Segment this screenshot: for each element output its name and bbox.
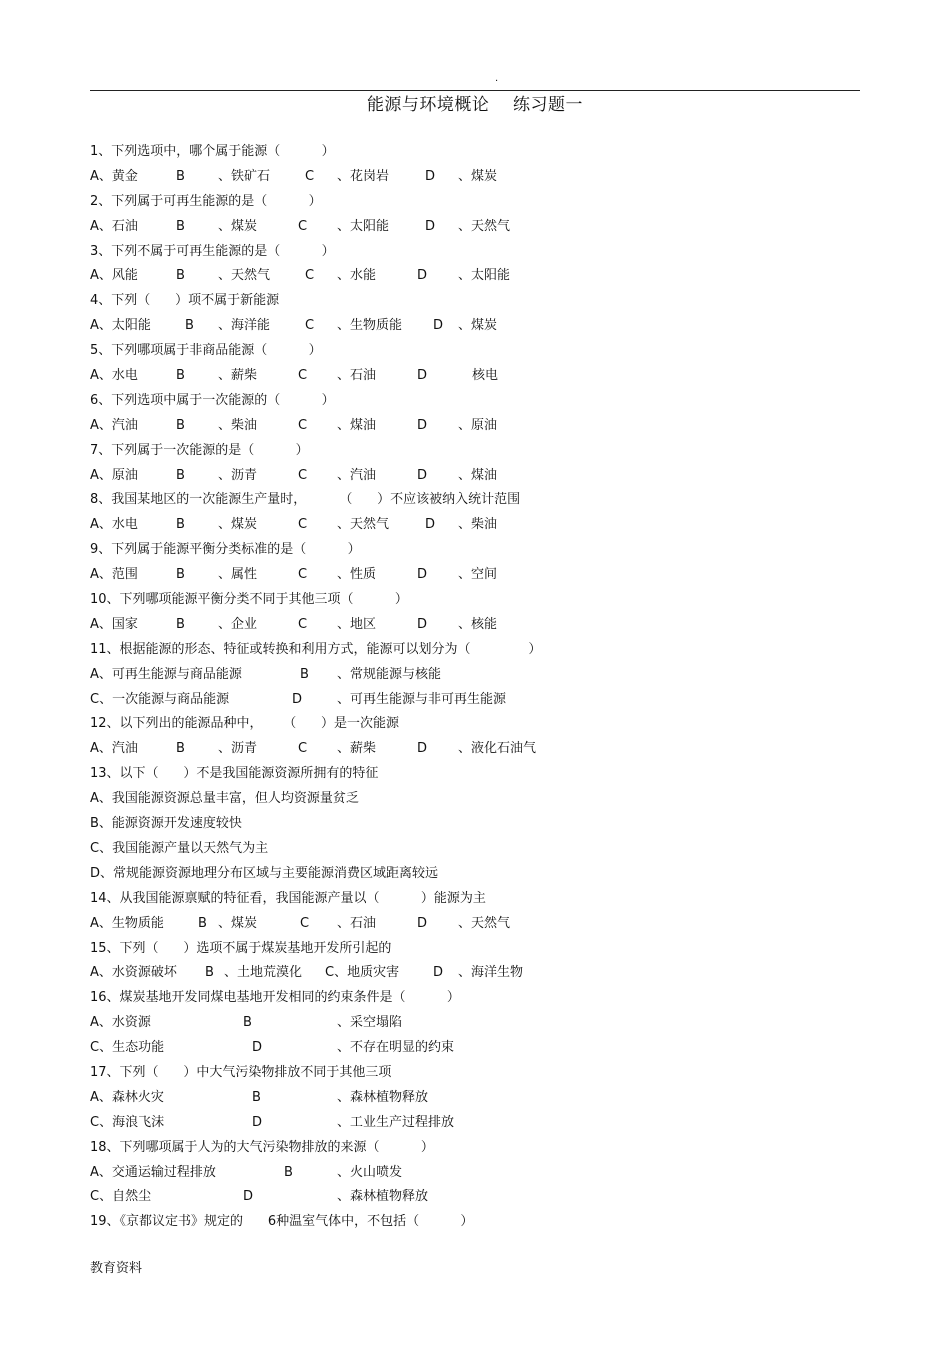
option-text: D [417, 616, 428, 632]
option-text: 、煤炭 [458, 318, 498, 334]
option-text: 、森林植物释放 [337, 1089, 429, 1105]
question-text: 4、下列（ ）项不属于新能源 [90, 293, 280, 309]
options-line [90, 264, 870, 289]
option-text: A、汽油 [90, 417, 138, 433]
question-line [90, 339, 870, 364]
option-text: C [298, 616, 308, 632]
option-text: B [176, 616, 185, 632]
question-text: 17、下列（ ）中大气污染物排放不同于其他三项 [90, 1064, 392, 1080]
question-text: 13、以下（ ）不是我国能源资源所拥有的特征 [90, 766, 379, 782]
option-text: C [298, 218, 308, 234]
question-text: 6、下列选项中属于一次能源的（ ） [90, 392, 335, 408]
option-text: B [176, 417, 185, 433]
option-text: 、天然气 [337, 517, 390, 533]
question-line [90, 712, 870, 737]
question-line [90, 488, 870, 513]
option-text: B [185, 318, 194, 334]
options-line [90, 1161, 870, 1186]
option-text: 、企业 [218, 616, 258, 632]
option-text: C [298, 517, 308, 533]
option-text: 、煤炭 [458, 168, 498, 184]
option-text: 、原油 [458, 417, 498, 433]
options-line [90, 1011, 870, 1036]
option-text: C [305, 268, 315, 284]
option-text: 、铁矿石 [218, 168, 271, 184]
option-text: 、采空塌陷 [337, 1015, 403, 1031]
option-text: C、我国能源产量以天然气为主 [90, 840, 269, 856]
question-text: 5、下列哪项属于非商品能源（ ） [90, 343, 322, 359]
option-text: D [425, 218, 436, 234]
option-text: 、天然气 [458, 218, 511, 234]
option-text: 、煤油 [458, 467, 498, 483]
question-line [90, 289, 870, 314]
options-line [90, 613, 870, 638]
option-text: A、风能 [90, 268, 138, 284]
option-text: 、薪柴 [218, 368, 258, 384]
option-text: A、森林火灾 [90, 1089, 164, 1105]
question-text: 8、我国某地区的一次能源生产量时， （ ）不应该被纳入统计范围 [90, 492, 521, 508]
option-text: A、可再生能源与商品能源 [90, 666, 242, 682]
option-text: 、属性 [218, 567, 258, 583]
option-text: 、液化石油气 [458, 741, 537, 757]
option-text: C [298, 368, 308, 384]
option-text: D [425, 168, 436, 184]
option-text: 、常规能源与核能 [337, 666, 442, 682]
options-line [90, 1086, 870, 1111]
option-text: B [176, 567, 185, 583]
options-line [90, 464, 870, 489]
option-text: B [243, 1015, 252, 1031]
option-text: 、海洋能 [218, 318, 271, 334]
question-text: 16、煤炭基地开发同煤电基地开发相同的约束条件是（ ） [90, 990, 460, 1006]
option-text: 、花岗岩 [337, 168, 390, 184]
option-text: A、汽油 [90, 741, 138, 757]
options-line [90, 513, 870, 538]
options-line [90, 165, 870, 190]
option-text: 、柴油 [458, 517, 498, 533]
option-text: D [417, 467, 428, 483]
option-text: 、煤油 [337, 417, 377, 433]
option-text: 、汽油 [337, 467, 377, 483]
option-text: C、地质灾害 [325, 965, 400, 981]
option-text: 、柴油 [218, 417, 258, 433]
option-text: A、我国能源资源总量丰富，但人均资源量贫乏 [90, 791, 359, 807]
option-text: B [176, 467, 185, 483]
option-text: C、海浪飞沫 [90, 1114, 165, 1130]
option-text: 、性质 [337, 567, 377, 583]
option-text: 、工业生产过程排放 [337, 1114, 455, 1130]
option-text: A、石油 [90, 218, 138, 234]
option-text: 、海洋生物 [458, 965, 524, 981]
options-line [90, 414, 870, 439]
question-line [90, 1136, 870, 1161]
option-text: D [252, 1114, 263, 1130]
option-text: 、石油 [337, 915, 377, 931]
option-text: 、水能 [337, 268, 377, 284]
option-text: 、可再生能源与非可再生能源 [337, 691, 507, 707]
options-line [90, 812, 870, 837]
option-text: C [300, 915, 310, 931]
option-text: D [417, 567, 428, 583]
option-text: B [176, 368, 185, 384]
option-text: A、范围 [90, 567, 138, 583]
page-title: 能源与环境概论 练习题一 [366, 95, 584, 115]
question-text: 1、下列选项中，哪个属于能源（ ） [90, 144, 335, 159]
option-text: 、地区 [337, 616, 377, 632]
question-line [90, 538, 870, 563]
option-text: 、核能 [458, 616, 498, 632]
question-line [90, 1210, 870, 1235]
option-text: 、土地荒漠化 [224, 965, 303, 981]
options-line [90, 737, 870, 762]
option-text: 、沥青 [218, 741, 258, 757]
option-text: B [176, 517, 185, 533]
option-text: A、原油 [90, 467, 138, 483]
options-line [90, 961, 870, 986]
option-text: B [176, 168, 185, 184]
option-text: B [176, 268, 185, 284]
option-text: C、一次能源与商品能源 [90, 691, 230, 707]
question-list [90, 140, 870, 1235]
question-line [90, 240, 870, 265]
option-text: C [298, 467, 308, 483]
option-text: B、能源资源开发速度较快 [90, 816, 242, 832]
question-line [90, 190, 870, 215]
option-text: A、水电 [90, 368, 138, 384]
options-line [90, 862, 870, 887]
option-text: D [417, 368, 428, 384]
option-text: A、水电 [90, 517, 138, 533]
option-text: 、薪柴 [337, 741, 377, 757]
option-text: 、煤炭 [218, 915, 258, 931]
option-text: C [298, 567, 308, 583]
option-text: A、水资源破坏 [90, 965, 177, 981]
option-text: C [298, 417, 308, 433]
options-line [90, 787, 870, 812]
question-line [90, 986, 870, 1011]
header-dot: . [495, 73, 499, 84]
option-text: 、煤炭 [218, 517, 258, 533]
option-text: 、火山喷发 [337, 1164, 403, 1180]
option-text: 、天然气 [458, 915, 511, 931]
options-line [90, 912, 870, 937]
option-text: D [252, 1040, 263, 1056]
option-text: D [417, 741, 428, 757]
question-text: 7、下列属于一次能源的是（ ） [90, 442, 309, 458]
option-text: 、石油 [337, 368, 377, 384]
options-line [90, 364, 870, 389]
question-text: 14、从我国能源禀赋的特征看，我国能源产量以（ ）能源为主 [90, 890, 486, 906]
question-text: 10、下列哪项能源平衡分类不同于其他三项（ ） [90, 592, 408, 608]
options-line [90, 688, 870, 713]
option-text: D [433, 318, 444, 334]
option-text: 、太阳能 [458, 268, 511, 284]
option-text: 、空间 [458, 567, 498, 583]
option-text: 核电 [472, 368, 499, 384]
options-line [90, 837, 870, 862]
question-text: 18、下列哪项属于人为的大气污染物排放的来源（ ） [90, 1139, 434, 1155]
question-text: 3、下列不属于可再生能源的是（ ） [90, 243, 335, 259]
option-text: C、自然尘 [90, 1189, 152, 1205]
question-line [90, 389, 870, 414]
option-text: C、生态功能 [90, 1040, 165, 1056]
option-text: B [176, 741, 185, 757]
options-line [90, 1185, 870, 1210]
option-text: D [417, 417, 428, 433]
question-text: 2、下列属于可再生能源的是（ ） [90, 193, 322, 209]
option-text: B [176, 218, 185, 234]
option-text: B [300, 666, 309, 682]
question-line [90, 762, 870, 787]
option-text: A、交通运输过程排放 [90, 1164, 216, 1180]
option-text: B [284, 1164, 293, 1180]
header-rule [90, 90, 860, 91]
option-text: A、太阳能 [90, 318, 151, 334]
options-line [90, 1111, 870, 1136]
options-line [90, 1036, 870, 1061]
options-line [90, 314, 870, 339]
option-text: 、生物质能 [337, 318, 403, 334]
option-text: 、煤炭 [218, 218, 258, 234]
options-line [90, 663, 870, 688]
footer-label: 教育资料 [90, 1261, 143, 1276]
option-text: D、常规能源资源地理分布区域与主要能源消费区域距离较远 [90, 865, 439, 881]
question-line [90, 140, 870, 165]
question-line [90, 887, 870, 912]
option-text: C [305, 318, 315, 334]
options-line [90, 563, 870, 588]
question-text: 15、下列（ ）选项不属于煤炭基地开发所引起的 [90, 940, 392, 956]
option-text: D [417, 268, 428, 284]
option-text: D [425, 517, 436, 533]
option-text: A、水资源 [90, 1015, 151, 1031]
question-line [90, 439, 870, 464]
option-text: 、太阳能 [337, 218, 390, 234]
option-text: D [417, 915, 428, 931]
option-text: 、天然气 [218, 268, 271, 284]
option-text: 、不存在明显的约束 [337, 1040, 455, 1056]
question-text: 9、下列属于能源平衡分类标准的是（ ） [90, 542, 361, 558]
option-text: A、国家 [90, 616, 138, 632]
option-text: B [252, 1089, 261, 1105]
option-text: D [243, 1189, 254, 1205]
question-line [90, 1061, 870, 1086]
option-text: D [433, 965, 444, 981]
option-text: B [205, 965, 214, 981]
options-line [90, 215, 870, 240]
question-line [90, 638, 870, 663]
option-text: A、生物质能 [90, 915, 164, 931]
option-text: C [298, 741, 308, 757]
option-text: 、森林植物释放 [337, 1189, 429, 1205]
question-text: 19、《京都议定书》规定的 6种温室气体中，不包括（ ） [90, 1214, 474, 1230]
option-text: C [305, 168, 315, 184]
option-text: A、黄金 [90, 168, 138, 184]
question-line [90, 937, 870, 962]
option-text: D [292, 691, 303, 707]
question-line [90, 588, 870, 613]
question-text: 11、根据能源的形态、特征或转换和利用方式，能源可以划分为（ ） [90, 641, 542, 657]
option-text: 、沥青 [218, 467, 258, 483]
question-text: 12、以下列出的能源品种中， （ ）是一次能源 [90, 716, 399, 732]
option-text: B [198, 915, 207, 931]
